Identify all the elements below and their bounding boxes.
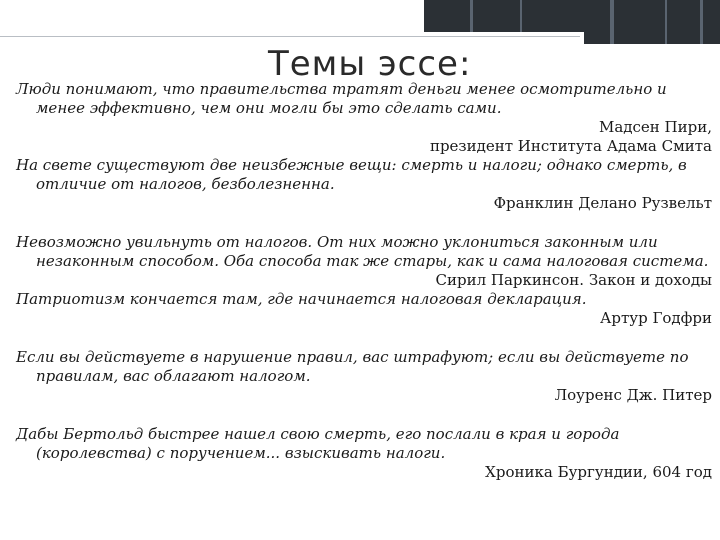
- header-stripe: [610, 0, 614, 44]
- decorative-header-bar: [0, 0, 720, 44]
- quote-text: На свете существуют две неизбежные вещи: смерть и налоги; однако смерть, в отличие от налогов, безболезненна.: [16, 156, 687, 193]
- quotes-list: [16, 80, 712, 482]
- quote-author: Артур Годфри: [600, 309, 712, 327]
- header-cutout: [424, 32, 584, 44]
- quote-author: Хроника Бургундии, 604 год: [485, 463, 712, 481]
- quote-text: Люди понимают, что правительства тратят деньги менее осмотрительно и менее эффективно, чем они могли бы это сделать сами.: [16, 80, 667, 117]
- quote-author: Мадсен Пири,: [598, 118, 712, 136]
- quote-author: Лоуренс Дж. Питер: [554, 386, 712, 404]
- header-stripe: [665, 0, 667, 44]
- quote-author-title: президент Института Адама Смита: [429, 137, 712, 155]
- quote-author: Франклин Делано Рузвельт: [493, 194, 712, 212]
- quote-text: Дабы Бертольд быстрее нашел свою смерть, его послали в края и города (королевства) с поручением... взыскивать налоги.: [16, 425, 620, 462]
- header-stripe: [700, 0, 703, 44]
- spacer: [16, 405, 712, 425]
- quote-text: Если вы действуете в нарушение правил, вас штрафуют; если вы действуете по правилам, вас облагают налогом.: [16, 348, 689, 385]
- quote-text: Патриотизм кончается там, где начинается налоговая декларация.: [16, 290, 587, 308]
- slide-title: Темы эссе:: [268, 44, 472, 84]
- spacer: [16, 328, 712, 348]
- spacer: [16, 213, 712, 233]
- header-rule: [0, 36, 580, 37]
- quote-author: Сирил Паркинсон. Закон и доходы: [435, 271, 712, 289]
- quote-text: Невозможно увильнуть от налогов. От них можно уклониться законным или незаконным способом. Оба способа так же стары, как и сама налоговая система.: [16, 233, 709, 270]
